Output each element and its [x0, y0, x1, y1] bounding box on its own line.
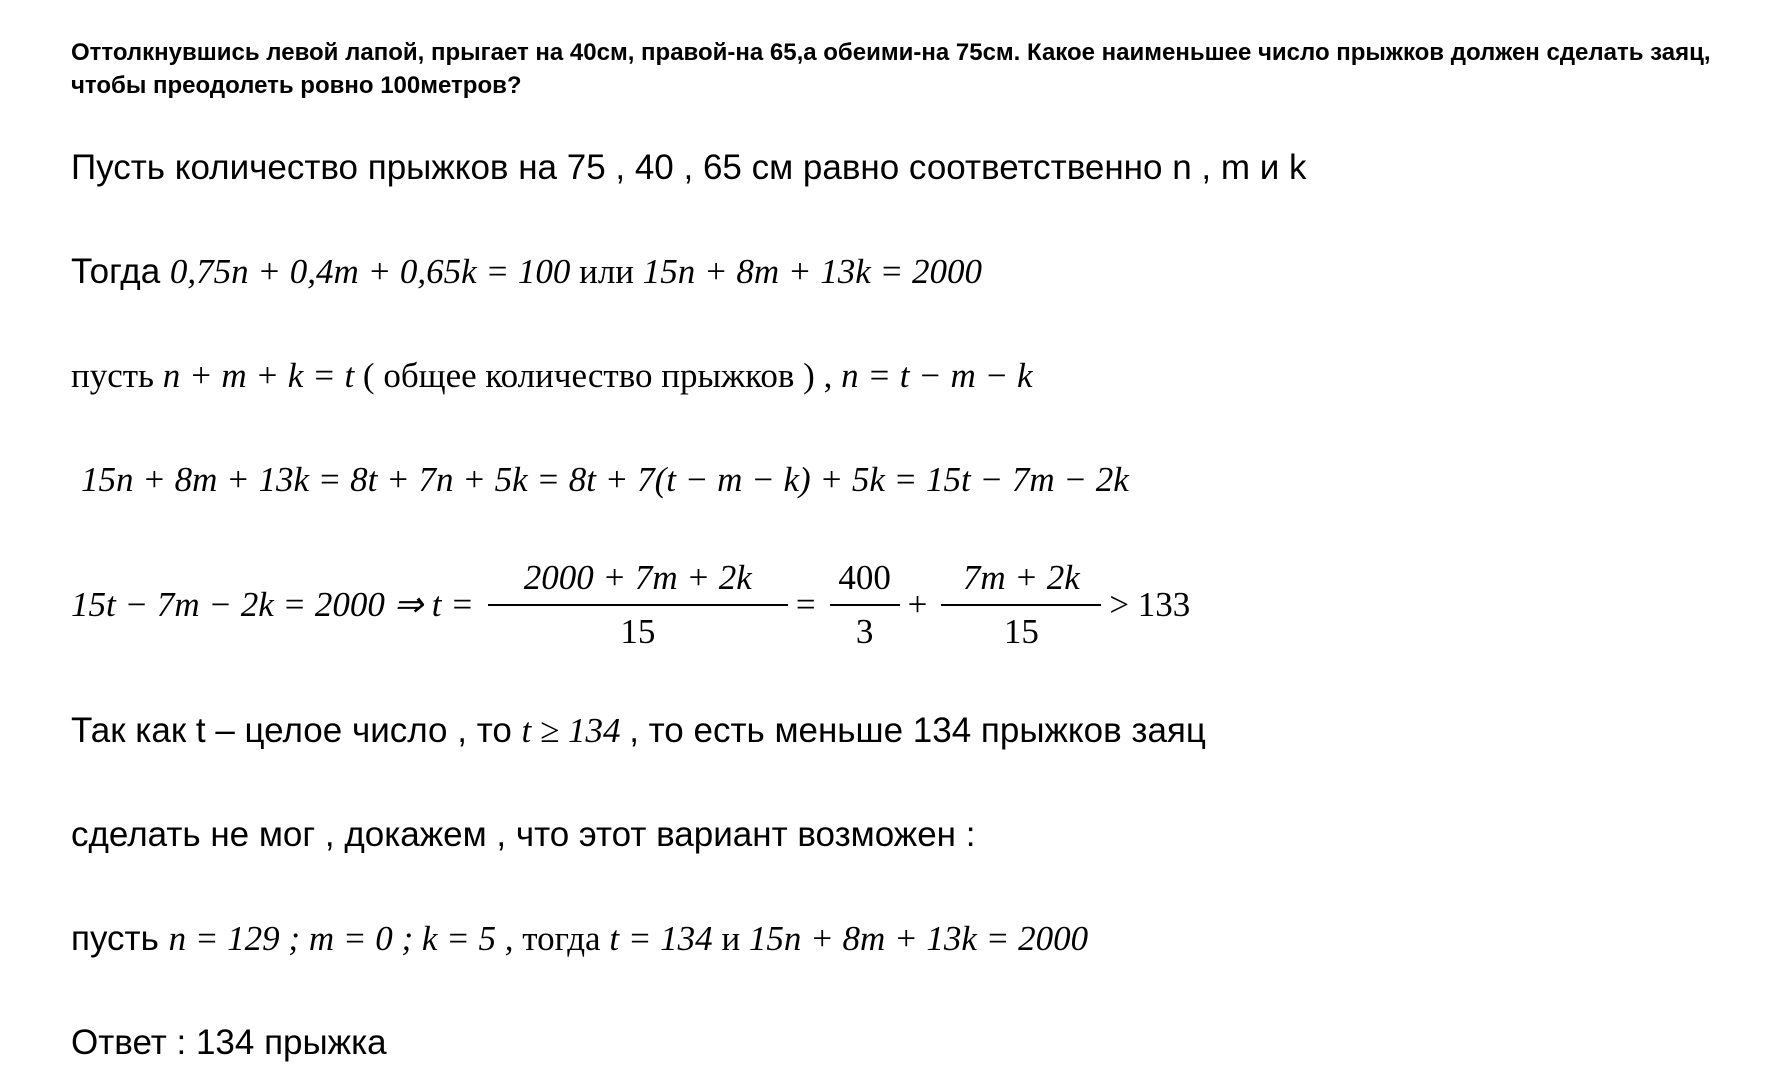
line8-prefix: пусть	[71, 919, 169, 958]
line3-equation-total: n + m + k = t	[162, 356, 355, 395]
fraction-400-3-numerator: 400	[830, 558, 900, 606]
line8-check-equation: 15n + 8m + 13k = 2000	[748, 919, 1089, 958]
fraction-remainder-denominator: 15	[1003, 612, 1039, 651]
solution-line-7: сделать не мог , докажем , что этот вариант возможен :	[71, 815, 976, 854]
fraction-sum-denominator: 15	[620, 612, 656, 651]
fraction-400-3	[830, 558, 900, 652]
answer-line: Ответ : 134 прыжка	[71, 1023, 387, 1062]
line6-inequality: t ≥ 134	[521, 711, 621, 750]
problem-statement: Оттолкнувшись левой лапой, прыгает на 40см, правой-на 65,а обеими-на 75см. Какое наименьшее число прыжков должен сделать заяц, чтобы преодолеть ровно 100метров?	[71, 39, 1711, 99]
fraction-400-3-denominator: 3	[855, 612, 874, 651]
line2-prefix: Тогда	[71, 252, 170, 291]
fraction-sum-numerator: 2000 + 7m + 2k	[488, 558, 788, 606]
line5-plus: +	[907, 585, 928, 624]
line6-prefix: Так как t – целое число , то	[71, 711, 522, 750]
line8-middle: тогда	[522, 919, 610, 958]
line8-middle2: и	[721, 919, 749, 958]
line3-note: ( общее количество прыжков ) ,	[362, 356, 842, 395]
line3-prefix: пусть	[71, 356, 163, 395]
line5-rhs: > 133	[1109, 585, 1191, 624]
solution-line-4: 15n + 8m + 13k = 8t + 7n + 5k = 8t + 7(t − m − k) + 5k = 15t − 7m − 2k	[81, 460, 1129, 499]
solution-line-6	[71, 709, 1206, 753]
line2-middle: или	[579, 252, 643, 291]
line5-lhs: 15t − 7m − 2k = 2000 ⇒ t =	[71, 585, 474, 624]
fraction-sum	[488, 558, 788, 652]
solution-line-8	[71, 917, 1088, 961]
line5-equals: =	[795, 585, 816, 624]
solution-line-1: Пусть количество прыжков на 75 , 40 , 65 см равно соответственно n , m и k	[71, 148, 1307, 187]
line2-equation-integer: 15n + 8m + 13k = 2000	[642, 252, 982, 291]
fraction-remainder-numerator: 7m + 2k	[941, 558, 1101, 606]
line2-equation-decimal: 0,75n + 0,4m + 0,65k = 100	[169, 252, 571, 291]
solution-line-5	[71, 550, 1198, 660]
solution-line-2	[71, 250, 982, 294]
line3-equation-n: n = t − m − k	[841, 356, 1033, 395]
line6-suffix: , то есть меньше 134 прыжков заяц	[629, 711, 1206, 750]
line8-values: n = 129 ; m = 0 ; k = 5 ,	[168, 919, 514, 958]
line8-t-value: t = 134	[609, 919, 713, 958]
fraction-remainder	[941, 558, 1101, 652]
solution-line-3	[71, 354, 1032, 398]
